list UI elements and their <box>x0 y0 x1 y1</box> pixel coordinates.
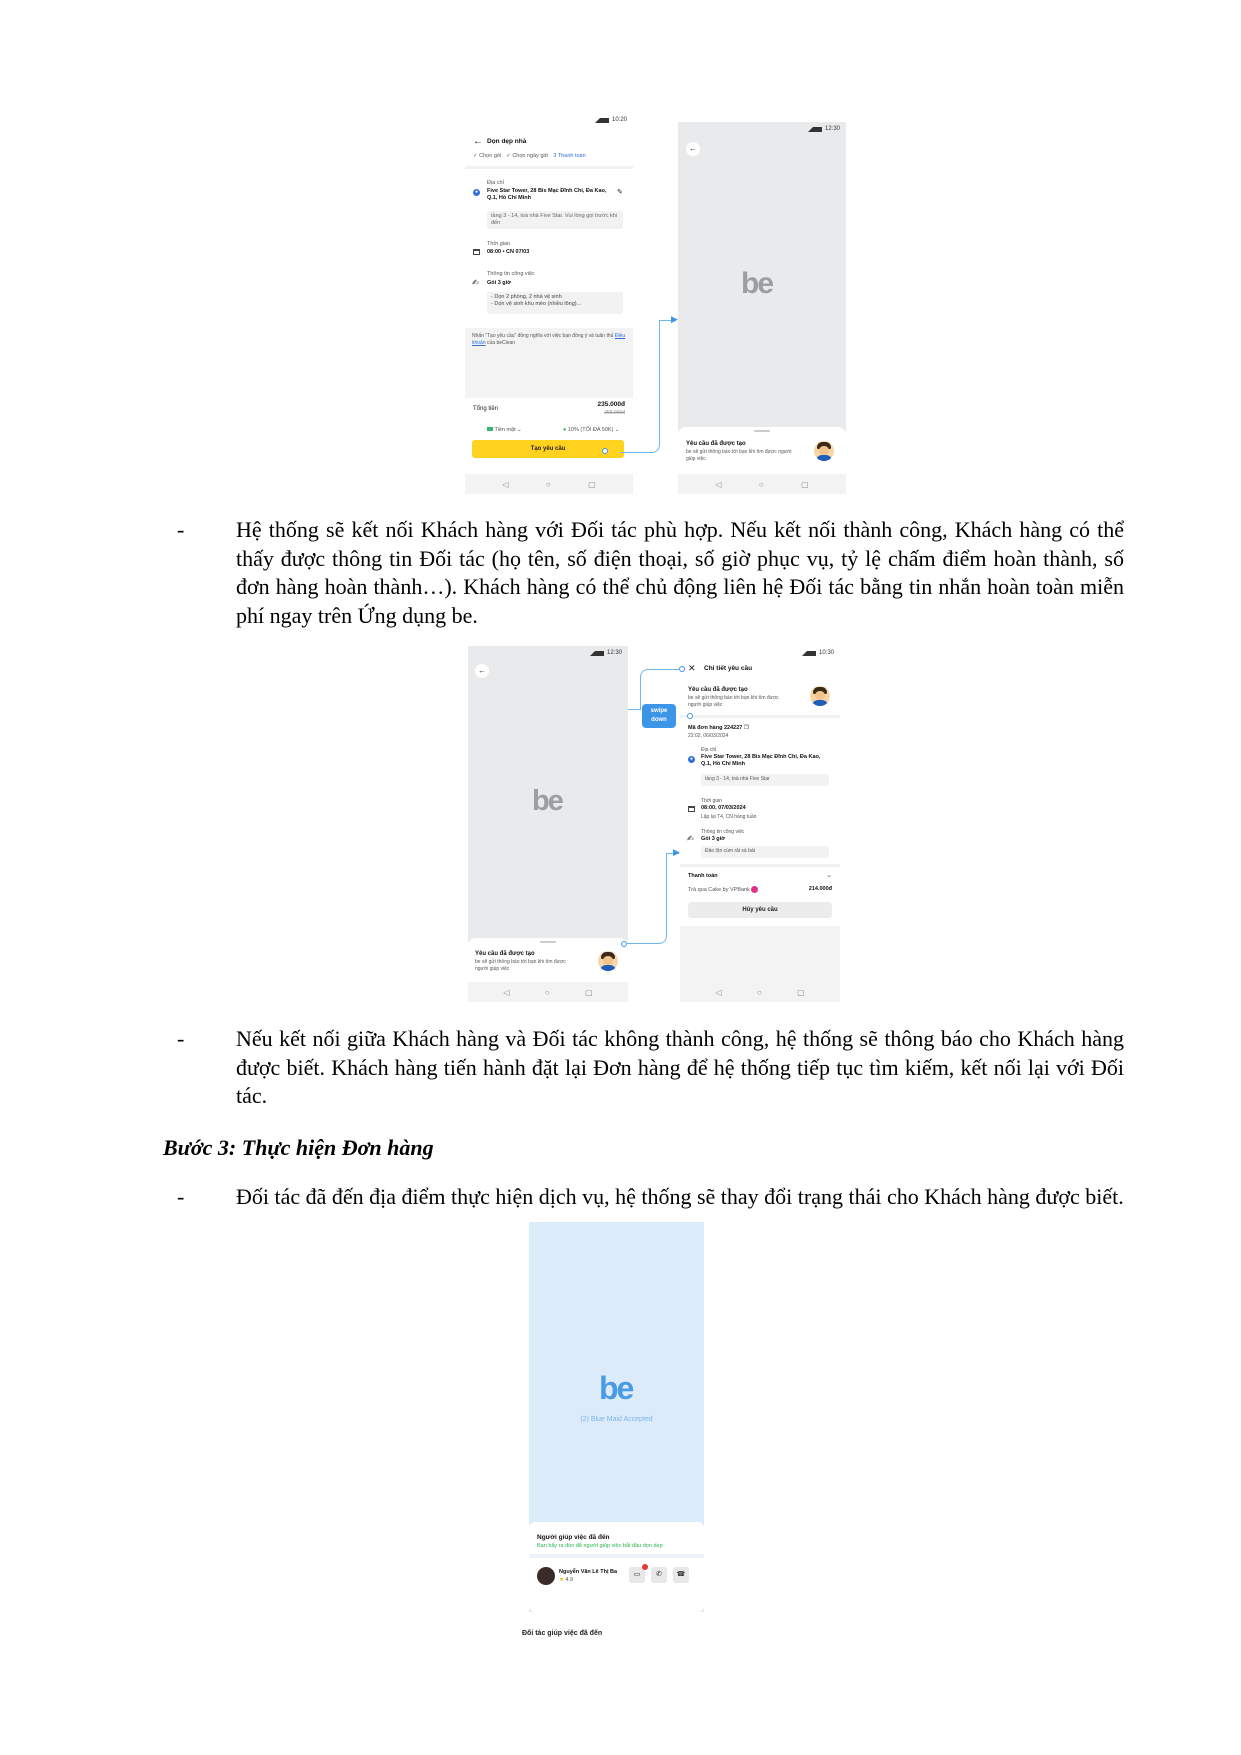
swipe-label: swipe <box>650 708 668 714</box>
job-note-box[interactable] <box>487 292 623 314</box>
address-note: tầng 3 - 14, toà nhà Five Star <box>705 776 770 782</box>
paragraph: Đối tác đã đến địa điểm thực hiện dịch vụ, hệ thống sẽ thay đổi trạng thái cho Khách hàng được biết. <box>236 1184 1124 1209</box>
android-nav-bar <box>468 982 628 1002</box>
payment-amount: 214.000đ <box>808 886 832 892</box>
total-old-price: 255.000đ <box>604 410 625 416</box>
nav-recents-icon[interactable]: ▢ <box>588 479 596 489</box>
nav-home-icon[interactable]: ○ <box>545 479 551 489</box>
divider <box>680 715 840 718</box>
sheet-title: Yêu cầu đã được tạo <box>475 951 535 957</box>
bullet: - <box>177 1184 185 1209</box>
arrow-right-icon: ▶ <box>671 314 678 324</box>
back-button[interactable]: ← <box>475 664 489 678</box>
flow-connector <box>627 853 667 944</box>
edit-icon[interactable]: ✎ <box>617 189 623 196</box>
sheet-subtitle: be sẽ gửi thông báo tới bạn khi tìm được người giúp việc <box>475 959 566 972</box>
job-note-box[interactable] <box>701 846 829 858</box>
copy-icon[interactable]: ❐ <box>743 725 749 731</box>
maid-rating: ★ 4.9 <box>559 1577 574 1583</box>
paragraph: Hệ thống sẽ kết nối Khách hàng với Đối tác phù hợp. Nếu kết nối thành công, Khách hàng có thể thấy được thông tin Đối tác (họ tên, số điện thoại, số giờ phục vụ, tỷ lệ chấm điểm hoàn thành, số đơn hàng hoàn thành…). Khách hàng có thể chủ động liên hệ Đối tác bằng tin nhắn hoàn toàn miễn phí ngay trên Ứng dụng be. <box>236 517 1124 628</box>
terms-text: Nhấn “Tạo yêu cầu” đồng nghĩa với việc bạn đồng ý và tuân thủ Điều khoản của beClean <box>472 333 626 346</box>
screen-title: Chi tiết yêu cầu <box>704 665 753 672</box>
swipe-down-badge <box>642 704 676 728</box>
payment-method-selector[interactable]: Tiền mặt ⌄ <box>487 427 522 434</box>
address-value: Five Star Tower, 28 Bis Mạc Đĩnh Chi, Đa Kao, Q.1, Hồ Chí Minh <box>487 188 607 201</box>
location-pin-icon: ● <box>474 189 479 195</box>
be-logo: be <box>599 1370 633 1406</box>
address-label: Địa chỉ <box>701 747 717 753</box>
cancel-request-button[interactable]: Hủy yêu cầu <box>688 902 832 918</box>
flow-connector <box>620 320 660 453</box>
created-subtitle: be sẽ gửi thông báo tới bạn khi tìm được người giúp việc <box>688 695 779 708</box>
avatar-maid <box>537 1567 555 1585</box>
terms-link[interactable]: Điều khoản <box>472 333 626 346</box>
section-heading: Bước 3: Thực hiện Đơn hàng <box>163 1135 434 1160</box>
connector-dot <box>687 713 693 719</box>
connector-dot <box>602 448 608 454</box>
job-label: Thông tin công việc <box>701 829 745 835</box>
payment-method: Trả qua Cake by VPBank <box>688 886 758 894</box>
total-label: Tổng tiền <box>473 406 499 412</box>
nav-home-icon[interactable]: ○ <box>758 479 764 489</box>
sheet-subtitle: be sẽ gửi thông báo tới bạn khi tìm được người giúp việc <box>686 449 792 462</box>
bottom-area <box>680 926 840 982</box>
nav-back-icon[interactable]: ◁ <box>715 987 722 997</box>
android-nav-bar <box>465 474 633 494</box>
nav-recents-icon[interactable]: ▢ <box>801 479 809 489</box>
be-logo: be <box>532 785 562 817</box>
arrow-left-icon[interactable]: ← <box>473 136 483 147</box>
step-indicator <box>473 153 586 160</box>
address-value: Five Star Tower, 28 Bis Mạc Đĩnh Chi, Đa Kao, Q.1, Hồ Chí Minh <box>701 754 821 767</box>
sheet-grabber[interactable] <box>754 430 770 432</box>
bullet: - <box>177 1026 185 1051</box>
status-bar: 12:30 <box>590 646 622 660</box>
figure-caption: Đối tác giúp việc đã đến <box>522 1630 603 1637</box>
sheet-title: Người giúp việc đã đến <box>537 1534 610 1541</box>
star-icon: ★ <box>559 1577 564 1583</box>
repeat-text: Lặp lại T4, CN hàng tuần <box>701 814 757 820</box>
job-value: Gói 3 giờ <box>487 280 512 286</box>
screen-title: Dọn dẹp nhà <box>487 138 527 145</box>
arrow-right-icon: ▶ <box>673 847 680 857</box>
status-bar: 10:30 <box>802 646 834 660</box>
avatar-maid <box>814 441 834 461</box>
paragraph: Nếu kết nối giữa Khách hàng và Đối tác không thành công, hệ thống sẽ thông báo cho Khách hàng được biết. Khách hàng tiến hành đặt lại Đơn hàng để hệ thống tiếp tục tìm kiếm, kết nối lại với Đối tác. <box>236 1026 1124 1108</box>
divider <box>529 1554 704 1558</box>
promo-selector[interactable]: ● 10% (TỐI ĐA 50K) ⌄ <box>563 427 620 433</box>
job-note: Đảo lộn cùm rải xà bát <box>705 848 756 854</box>
android-nav-bar <box>678 474 846 494</box>
cake-logo-icon <box>751 886 758 893</box>
cash-icon <box>487 427 493 431</box>
screen-request-created <box>678 122 846 494</box>
nav-back-icon[interactable]: ◁ <box>715 479 722 489</box>
location-pin-icon: ● <box>689 756 694 762</box>
broom-icon: ✍ <box>472 278 479 287</box>
nav-recents-icon[interactable]: ▢ <box>585 987 593 997</box>
step-2: ✓ Chọn ngày giờ <box>506 153 549 159</box>
calendar-icon <box>688 806 695 812</box>
step-1: ✓ Chọn gói <box>473 153 502 159</box>
time-label: Thời gian <box>487 241 511 247</box>
phone-icon[interactable]: ☎ <box>673 1567 689 1583</box>
maid-name: Nguyễn Văn Lê Thị Ba <box>559 1569 618 1575</box>
create-request-button[interactable]: Tạo yêu cầu <box>472 440 624 458</box>
divider <box>465 166 633 169</box>
job-value: Gói 3 giờ <box>701 836 726 842</box>
broom-icon: ✍ <box>687 834 694 843</box>
screen-maid-arrived <box>529 1222 704 1612</box>
calendar-icon <box>473 249 480 255</box>
nav-back-icon[interactable]: ◁ <box>502 479 509 489</box>
order-date: 22:02, 06/03/2024 <box>688 733 729 739</box>
time-label: Thời gian <box>701 798 723 804</box>
avatar-maid <box>810 686 830 706</box>
sheet-subtitle: Bạn hãy ra đón để người giúp việc bắt đầu dọn dẹp <box>537 1543 663 1549</box>
time-value: 08:00, 07/03/2024 <box>701 805 746 811</box>
nav-recents-icon[interactable]: ▢ <box>797 987 805 997</box>
address-label: Địa chỉ <box>487 180 504 186</box>
job-note-1: - Dọn 2 phòng, 2 nhà vệ sinh <box>491 294 562 300</box>
screen-booking-summary <box>465 113 633 494</box>
close-icon[interactable]: ✕ <box>688 663 696 673</box>
address-note-box[interactable] <box>701 774 829 786</box>
sheet-grabber[interactable] <box>540 941 556 943</box>
status-bar: 10:20 <box>595 113 627 127</box>
terms-area <box>465 328 633 398</box>
divider <box>680 864 840 867</box>
created-title: Yêu cầu đã được tạo <box>688 687 748 693</box>
job-label: Thông tin công việc <box>487 271 535 277</box>
nav-home-icon[interactable]: ○ <box>756 987 762 997</box>
call-app-icon[interactable]: ✆ <box>651 1567 667 1583</box>
bottom-sheet <box>529 1522 704 1612</box>
chevron-down-icon[interactable]: ⌄ <box>826 872 832 879</box>
promo-icon: ● <box>563 427 567 433</box>
be-logo: be <box>741 267 773 300</box>
nav-home-icon[interactable]: ○ <box>544 987 550 997</box>
payment-title: Thanh toán <box>688 873 718 879</box>
avatar-maid <box>598 951 618 971</box>
screen-request-created-2 <box>468 646 628 1002</box>
android-nav-bar <box>680 982 840 1002</box>
flow-connector <box>640 669 680 709</box>
notification-dot <box>642 1564 648 1570</box>
step-3: 3 Thanh toán <box>553 153 586 159</box>
address-note: tầng 3 - 14, toà nhà Five Star. Vui lòng gọi trước khi đến <box>491 213 618 226</box>
nav-back-icon[interactable]: ◁ <box>503 987 510 997</box>
order-code: Mã đơn hàng 224227 ❐ <box>688 725 749 731</box>
status-text: (2) Blue Maid Accepted <box>580 1416 653 1423</box>
chat-icon[interactable]: ▭ <box>629 1567 645 1583</box>
total-value: 235.000đ <box>597 401 625 408</box>
down-label: down <box>651 717 667 723</box>
job-note-2: - Dọn vệ sinh khu mèo (nhiều lông)... <box>491 301 582 307</box>
time-value: 08:00 • CN 07/03 <box>487 249 530 255</box>
sheet-title: Yêu cầu đã được tạo <box>686 441 746 447</box>
address-note-box[interactable] <box>487 211 623 229</box>
screen-request-detail <box>680 646 840 1002</box>
flow-connector <box>628 709 641 710</box>
status-bar: 12:30 <box>808 122 840 136</box>
back-button[interactable]: ← <box>686 142 700 156</box>
bullet: - <box>177 517 185 542</box>
